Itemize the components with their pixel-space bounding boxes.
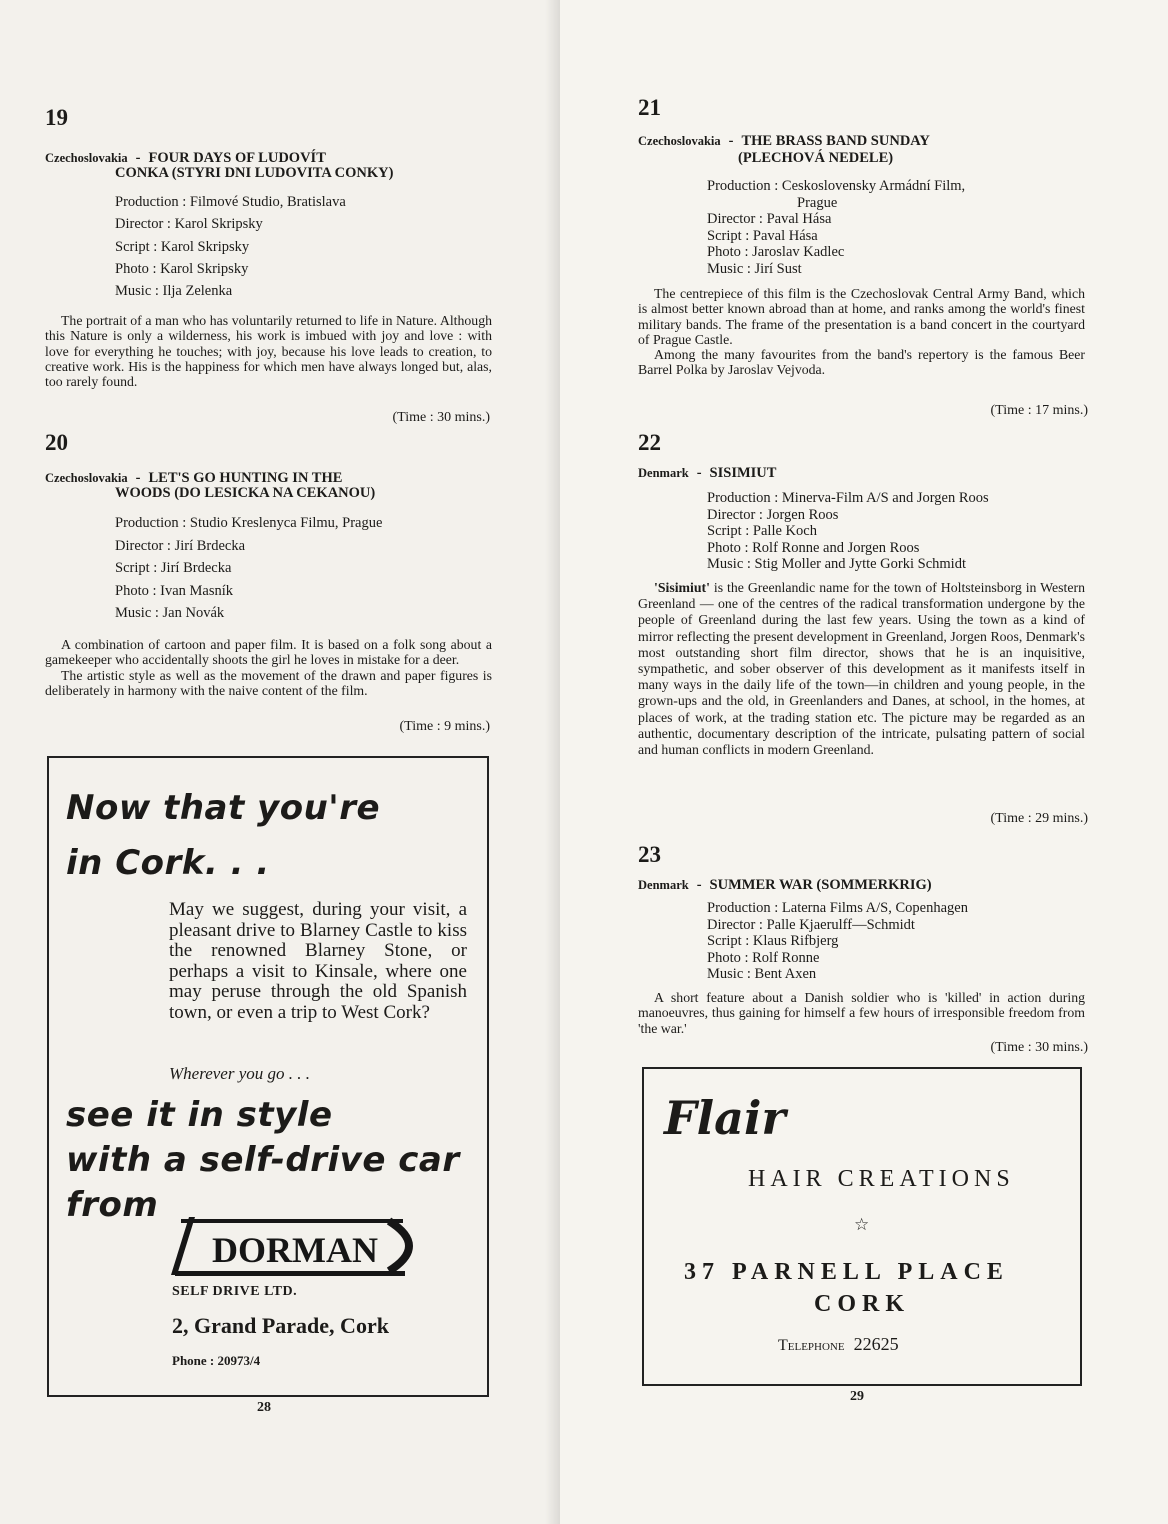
page-number-right: 29 (850, 1389, 864, 1404)
credit-director: Director : Jirí Brdecka (115, 537, 246, 554)
entry-22-title: SISIMIUT (709, 465, 777, 481)
credit-music: Music : Bent Axen (707, 966, 817, 982)
credit-photo: Photo : Jaroslav Kadlec (707, 244, 845, 260)
dorman-advert (47, 756, 489, 1397)
entry-22-credits (707, 490, 989, 573)
credit-music: Music : Jan Novák (115, 605, 225, 621)
entry-21-heading: Czechoslovakia - THE BRASS BAND SUNDAY (638, 133, 930, 149)
telephone-label: Telephone (778, 1337, 845, 1354)
entry-23-heading: Denmark - SUMMER WAR (SOMMERKRIG) (638, 877, 932, 893)
credit-production: Production : Minerva-Film A/S and Jorgen Roos (707, 490, 989, 506)
ad-tagline-1: see it in style (66, 1095, 333, 1135)
entry-22-time: (Time : 29 mins.) (987, 811, 1089, 827)
dorman-company: SELF DRIVE LTD. (172, 1284, 298, 1299)
flair-address-line1: 37 PARNELL PLACE (684, 1259, 1009, 1285)
entry-19-heading: Czechoslovakia - FOUR DAYS OF LUDOVÍT (45, 150, 326, 166)
credit-production: Production : Studio Kreslenyca Filmu, Prague (115, 515, 383, 531)
ad-headline-2: in Cork. . . (66, 843, 270, 883)
credit-photo: Photo : Karol Skripsky (115, 260, 249, 277)
flair-telephone (778, 1334, 899, 1355)
credit-director: Director : Karol Skripsky (115, 216, 263, 233)
dorman-logo (167, 1213, 429, 1279)
page-number-left: 28 (257, 1400, 271, 1415)
entry-21-title-line2: (PLECHOVÁ NEDELE) (738, 150, 894, 166)
entry-23-country: Denmark (638, 878, 689, 892)
credit-photo: Photo : Rolf Ronne (707, 949, 820, 966)
entry-22-heading: Denmark - SISIMIUT (638, 465, 777, 481)
dorman-phone: Phone : 20973/4 (172, 1353, 261, 1368)
credit-photo: Photo : Rolf Ronne and Jorgen Roos (707, 539, 920, 556)
entry-22-number: 22 (638, 430, 661, 455)
entry-22-country: Denmark (638, 466, 689, 480)
ad-headline-1: Now that you're (66, 788, 381, 828)
entry-20-description: A combination of cartoon and paper film. It is based on a folk song about a gamekeeper who accidentally shoots the girl he loves in mistake for a deer. The artistic style as well as the movement of the drawn and paper figures is deliberately in harmony with the naive content of the film. (45, 637, 492, 698)
entry-20-country: Czechoslovakia (45, 471, 128, 485)
dorman-logo-text: DORMAN (212, 1230, 378, 1270)
right-page (560, 0, 1168, 1524)
entry-22-description: 'Sisimiut' is the Greenlandic name for the town of Holtsteinsborg in Western Greenland — one of the centres of the radical transformation undergone by the people of Greenland during the last few years. Using the town as a kind of mirror reflecting the present development in Greenland, Jorgen Roos, Denmark's most outstanding short film director, shows that he is an inquisitive, sympathetic, and sober observer of this development as it manifests itself in many ways in the daily life of the town—in children and young people, in the grown-ups and the old, in Greenlanders and Danes, at school, in the homes, at places of work, at the trading station etc. The picture may be regarded as an authentic, documentary description of the intricate, pulsating pattern of social and human conflicts in modern Greenland. (638, 580, 1085, 758)
credit-script: Script : Jirí Brdecka (115, 560, 232, 576)
ad-body-text: May we suggest, during your visit, a pleasant drive to Blarney Castle to kiss the renowned Blarney Stone, or perhaps a visit to Kinsale, where one may peruse through the old Spanish town, or even a trip to West Cork? (169, 899, 467, 1023)
credit-photo: Photo : Ivan Masník (115, 582, 234, 599)
star-icon: ☆ (854, 1215, 870, 1234)
dorman-address: 2, Grand Parade, Cork (172, 1313, 389, 1338)
flair-logo: Flair (664, 1091, 786, 1145)
credit-director: Director : Jorgen Roos (707, 506, 839, 523)
entry-20-title: LET'S GO HUNTING IN THE (148, 470, 343, 486)
entry-20-time: (Time : 9 mins.) (396, 719, 491, 735)
credit-production: Production : Laterna Films A/S, Copenhagen (707, 900, 968, 916)
telephone-number: 22625 (853, 1334, 899, 1354)
credit-script: Script : Paval Hása (707, 227, 818, 244)
credit-music: Music : Stig Moller and Jytte Gorki Schmidt (707, 556, 966, 572)
left-page (0, 0, 560, 1524)
entry-19-description: The portrait of a man who has voluntarily returned to life in Nature. Although this Nature is only a wilderness, his work is imbued with joy and love : with love for everything he touches; with joy, because his love leads to creation, to creative work. His is the happiness for which men have always longed but, alas, too rarely found. (45, 313, 492, 390)
credit-script: Script : Karol Skripsky (115, 238, 250, 255)
entry-20-credits (115, 512, 382, 625)
entry-21-title: THE BRASS BAND SUNDAY (741, 133, 930, 149)
entry-20-title-line2: WOODS (DO LESICKA NA CEKANOU) (115, 485, 376, 501)
entry-23-title: SUMMER WAR (SOMMERKRIG) (709, 877, 932, 893)
credit-script: Script : Palle Koch (707, 523, 817, 539)
credit-production-city: Prague (797, 194, 838, 211)
entry-21-description: The centrepiece of this film is the Czechoslovak Central Army Band, which is almost better known abroad than at home, and ranks among the world's finest military bands. The frame of the presentation is a band concert in the courtyard of Prague Castle. Among the many favourites from the band's repertory is the famous Beer Barrel Polka by Jaroslav Vejvoda. (638, 286, 1085, 378)
flair-advert (642, 1067, 1082, 1386)
flair-hair-creations: HAIR CREATIONS (748, 1166, 1015, 1192)
flair-address-line2: CORK (814, 1291, 910, 1317)
entry-21-time: (Time : 17 mins.) (990, 403, 1088, 418)
entry-23-number: 23 (638, 842, 661, 867)
entry-19-country: Czechoslovakia (45, 151, 128, 165)
credit-script: Script : Klaus Rifbjerg (707, 933, 839, 949)
entry-19-title: FOUR DAYS OF LUDOVÍT (148, 150, 326, 166)
entry-20-number: 20 (45, 430, 68, 455)
credit-production: Production : Filmové Studio, Bratislava (115, 194, 346, 210)
credit-music: Music : Jirí Sust (707, 260, 802, 277)
entry-19-number: 19 (45, 105, 68, 130)
credit-director: Director : Paval Hása (707, 211, 832, 227)
entry-21-country: Czechoslovakia (638, 134, 721, 148)
entry-23-description: A short feature about a Danish soldier who is 'killed' in action during manoeuvres, thus gaining for himself a few hours of irresponsible freedom from 'the war.' (638, 990, 1085, 1036)
ad-tagline-2: with a self-drive car (66, 1140, 460, 1180)
entry-23-credits (707, 900, 968, 983)
ad-tagline-3: from (66, 1185, 159, 1225)
entry-21-number: 21 (638, 95, 661, 120)
entry-19-credits (115, 191, 346, 302)
ad-wherever: Wherever you go . . . (169, 1064, 310, 1083)
entry-19-time: (Time : 30 mins.) (392, 410, 490, 425)
entry-20-heading: Czechoslovakia - LET'S GO HUNTING IN THE (45, 470, 343, 486)
credit-production: Production : Ceskoslovensky Armádní Film, (707, 178, 966, 194)
credit-director: Director : Palle Kjaerulff—Schmidt (707, 916, 915, 933)
entry-23-time: (Time : 30 mins.) (990, 1040, 1088, 1055)
entry-19-title-line2: CONKA (STYRI DNI LUDOVITA CONKY) (115, 165, 394, 181)
sisimiut-lead: 'Sisimiut' (654, 580, 710, 595)
credit-music: Music : Ilja Zelenka (115, 283, 233, 300)
entry-21-credits (707, 178, 965, 277)
